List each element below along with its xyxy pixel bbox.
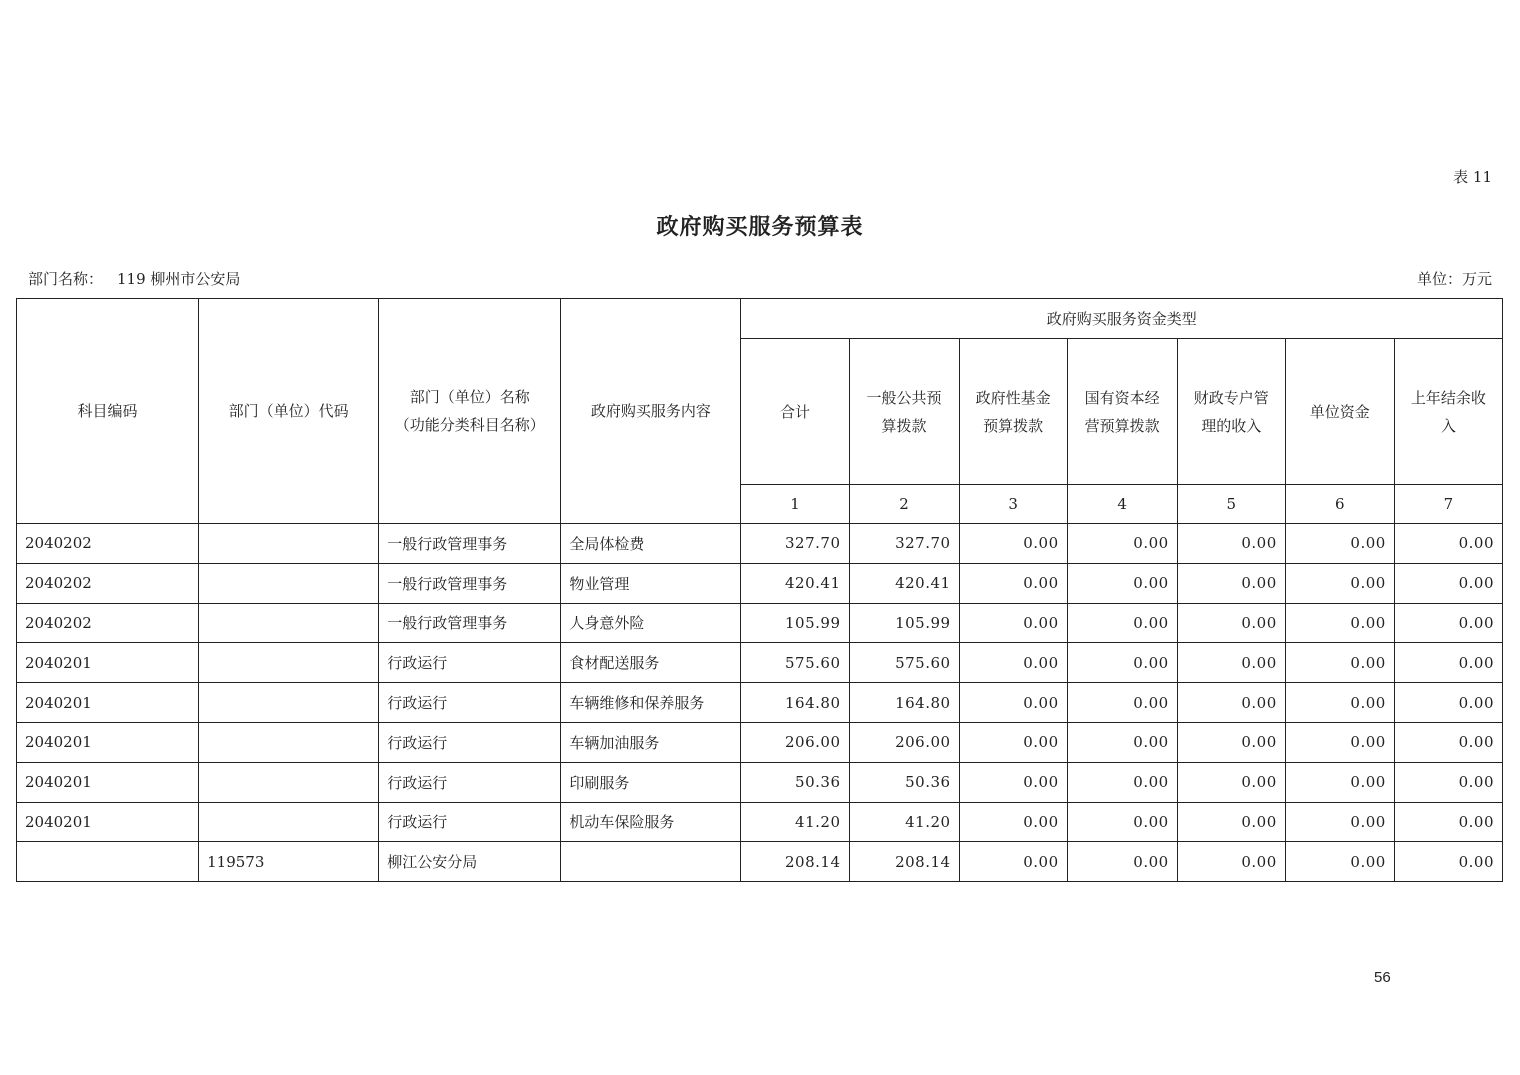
cell-amount: 105.99 xyxy=(849,603,959,643)
cell-amount: 0.00 xyxy=(959,603,1067,643)
table-row xyxy=(17,524,1503,564)
header-dept-name-line2: （功能分类科目名称） xyxy=(394,416,545,434)
department-label: 部门名称： xyxy=(28,270,104,288)
cell-amount: 0.00 xyxy=(1177,524,1285,564)
header-fund-type-line2: 营预算拨款 xyxy=(1084,416,1160,435)
cell-amount: 0.00 xyxy=(1285,603,1394,643)
cell-service-content xyxy=(561,842,741,882)
cell-amount: 0.00 xyxy=(1177,802,1285,842)
header-fund-type-line1: 国有资本经 xyxy=(1084,388,1160,407)
cell-amount: 206.00 xyxy=(741,722,849,762)
cell-amount: 0.00 xyxy=(959,563,1067,603)
header-service-content: 政府购买服务内容 xyxy=(561,299,741,524)
cell-amount: 0.00 xyxy=(1394,802,1502,842)
table-body xyxy=(17,524,1503,882)
cell-amount: 0.00 xyxy=(959,722,1067,762)
cell-service-content: 物业管理 xyxy=(561,563,741,603)
cell-amount: 0.00 xyxy=(1067,563,1177,603)
header-dept-name xyxy=(379,299,561,524)
cell-amount: 0.00 xyxy=(1394,563,1502,603)
cell-amount: 50.36 xyxy=(849,762,959,802)
cell-dept-name: 一般行政管理事务 xyxy=(379,603,561,643)
header-fund-type-line2: 入 xyxy=(1440,416,1456,435)
cell-dept-name: 柳江公安分局 xyxy=(379,842,561,882)
table-row xyxy=(17,722,1503,762)
cell-amount: 0.00 xyxy=(1394,603,1502,643)
cell-dept-name: 一般行政管理事务 xyxy=(379,524,561,564)
cell-service-content: 人身意外险 xyxy=(561,603,741,643)
cell-subject-code: 2040201 xyxy=(17,802,199,842)
cell-amount: 0.00 xyxy=(1177,722,1285,762)
cell-amount: 0.00 xyxy=(1285,643,1394,683)
table-row xyxy=(17,802,1503,842)
header-fund-type-line1: 单位资金 xyxy=(1309,402,1370,421)
cell-amount: 164.80 xyxy=(849,683,959,723)
cell-amount: 0.00 xyxy=(1394,643,1502,683)
header-fund-type-line2: 算拨款 xyxy=(881,416,927,435)
cell-amount: 0.00 xyxy=(1177,842,1285,882)
header-fund-type-group: 政府购买服务资金类型 xyxy=(741,299,1503,339)
header-fund-type-index: 2 xyxy=(849,485,959,524)
cell-dept-name: 一般行政管理事务 xyxy=(379,563,561,603)
cell-subject-code xyxy=(17,842,199,882)
table-row xyxy=(17,683,1503,723)
cell-amount: 0.00 xyxy=(1285,762,1394,802)
department-value: 119 柳州市公安局 xyxy=(117,270,241,288)
cell-amount: 208.14 xyxy=(849,842,959,882)
cell-amount: 41.20 xyxy=(849,802,959,842)
cell-subject-code: 2040201 xyxy=(17,643,199,683)
cell-amount: 0.00 xyxy=(1285,802,1394,842)
header-dept-code: 部门（单位）代码 xyxy=(199,299,379,524)
cell-amount: 0.00 xyxy=(1177,603,1285,643)
cell-subject-code: 2040201 xyxy=(17,762,199,802)
cell-amount: 0.00 xyxy=(1067,722,1177,762)
cell-amount: 0.00 xyxy=(959,842,1067,882)
table-number: 表 11 xyxy=(1453,168,1492,186)
table-row xyxy=(17,842,1503,882)
cell-amount: 0.00 xyxy=(1285,842,1394,882)
header-fund-type-index: 3 xyxy=(959,485,1067,524)
header-dept-name-line1: 部门（单位）名称 xyxy=(409,388,530,406)
page-number: 56 xyxy=(1374,969,1391,986)
cell-amount: 0.00 xyxy=(1394,524,1502,564)
header-fund-type xyxy=(1177,339,1285,485)
cell-amount: 0.00 xyxy=(959,802,1067,842)
header-fund-type-index: 7 xyxy=(1394,485,1502,524)
cell-dept-code xyxy=(199,524,379,564)
cell-subject-code: 2040202 xyxy=(17,603,199,643)
header-fund-type xyxy=(849,339,959,485)
cell-dept-name: 行政运行 xyxy=(379,683,561,723)
cell-service-content: 车辆维修和保养服务 xyxy=(561,683,741,723)
header-fund-type-line2: 预算拨款 xyxy=(983,416,1044,435)
cell-subject-code: 2040201 xyxy=(17,683,199,723)
header-fund-type-line1: 上年结余收 xyxy=(1410,388,1486,407)
cell-amount: 105.99 xyxy=(741,603,849,643)
cell-subject-code: 2040201 xyxy=(17,722,199,762)
cell-amount: 0.00 xyxy=(1177,762,1285,802)
cell-amount: 0.00 xyxy=(1177,563,1285,603)
cell-service-content: 全局体检费 xyxy=(561,524,741,564)
cell-amount: 327.70 xyxy=(849,524,959,564)
cell-amount: 0.00 xyxy=(959,643,1067,683)
cell-amount: 0.00 xyxy=(1394,762,1502,802)
header-fund-type-line1: 一般公共预 xyxy=(866,388,942,407)
cell-amount: 0.00 xyxy=(1177,683,1285,723)
cell-amount: 0.00 xyxy=(1067,524,1177,564)
budget-table xyxy=(16,298,1503,882)
table-row xyxy=(17,563,1503,603)
header-fund-type-line2: 理的收入 xyxy=(1201,416,1262,435)
header-fund-type-index: 6 xyxy=(1285,485,1394,524)
header-fund-type xyxy=(959,339,1067,485)
cell-amount: 0.00 xyxy=(959,524,1067,564)
cell-dept-name: 行政运行 xyxy=(379,643,561,683)
cell-dept-code xyxy=(199,802,379,842)
cell-dept-name: 行政运行 xyxy=(379,722,561,762)
header-fund-type-line1: 合计 xyxy=(779,402,810,421)
cell-amount: 575.60 xyxy=(741,643,849,683)
cell-service-content: 食材配送服务 xyxy=(561,643,741,683)
cell-dept-code xyxy=(199,603,379,643)
cell-amount: 0.00 xyxy=(959,683,1067,723)
cell-amount: 0.00 xyxy=(1177,643,1285,683)
header-fund-type xyxy=(1285,339,1394,485)
cell-amount: 0.00 xyxy=(1067,842,1177,882)
cell-amount: 575.60 xyxy=(849,643,959,683)
header-fund-type xyxy=(1394,339,1502,485)
cell-amount: 41.20 xyxy=(741,802,849,842)
cell-dept-name: 行政运行 xyxy=(379,762,561,802)
unit-label: 单位：万元 xyxy=(1416,270,1492,288)
cell-dept-code xyxy=(199,643,379,683)
cell-amount: 0.00 xyxy=(1285,683,1394,723)
cell-amount: 0.00 xyxy=(1285,722,1394,762)
cell-dept-name: 行政运行 xyxy=(379,802,561,842)
table-row xyxy=(17,643,1503,683)
header-subject-code: 科目编码 xyxy=(17,299,199,524)
cell-amount: 50.36 xyxy=(741,762,849,802)
header-fund-type-line1: 政府性基金 xyxy=(975,388,1051,407)
cell-amount: 327.70 xyxy=(741,524,849,564)
header-fund-type xyxy=(1067,339,1177,485)
table-row xyxy=(17,603,1503,643)
cell-amount: 0.00 xyxy=(1394,683,1502,723)
cell-amount: 0.00 xyxy=(959,762,1067,802)
header-fund-type-line1: 财政专户管 xyxy=(1193,388,1269,407)
cell-amount: 0.00 xyxy=(1067,643,1177,683)
cell-service-content: 印刷服务 xyxy=(561,762,741,802)
table-header xyxy=(17,299,1503,524)
header-fund-type-index: 4 xyxy=(1067,485,1177,524)
cell-amount: 164.80 xyxy=(741,683,849,723)
cell-dept-code xyxy=(199,683,379,723)
cell-amount: 0.00 xyxy=(1067,762,1177,802)
cell-amount: 420.41 xyxy=(849,563,959,603)
header-fund-type-index: 5 xyxy=(1177,485,1285,524)
page-title: 政府购买服务预算表 xyxy=(656,214,864,240)
header-fund-type-index: 1 xyxy=(741,485,849,524)
cell-service-content: 机动车保险服务 xyxy=(561,802,741,842)
cell-service-content: 车辆加油服务 xyxy=(561,722,741,762)
cell-subject-code: 2040202 xyxy=(17,524,199,564)
table-row xyxy=(17,762,1503,802)
header-fund-type xyxy=(741,339,849,485)
cell-amount: 0.00 xyxy=(1394,722,1502,762)
cell-subject-code: 2040202 xyxy=(17,563,199,603)
cell-amount: 0.00 xyxy=(1285,524,1394,564)
cell-amount: 420.41 xyxy=(741,563,849,603)
cell-amount: 208.14 xyxy=(741,842,849,882)
cell-dept-code xyxy=(199,722,379,762)
cell-amount: 206.00 xyxy=(849,722,959,762)
cell-dept-code xyxy=(199,563,379,603)
cell-amount: 0.00 xyxy=(1285,563,1394,603)
cell-amount: 0.00 xyxy=(1067,603,1177,643)
cell-amount: 0.00 xyxy=(1394,842,1502,882)
cell-amount: 0.00 xyxy=(1067,683,1177,723)
department-line xyxy=(28,268,240,289)
cell-dept-code: 119573 xyxy=(199,842,379,882)
cell-dept-code xyxy=(199,762,379,802)
cell-amount: 0.00 xyxy=(1067,802,1177,842)
